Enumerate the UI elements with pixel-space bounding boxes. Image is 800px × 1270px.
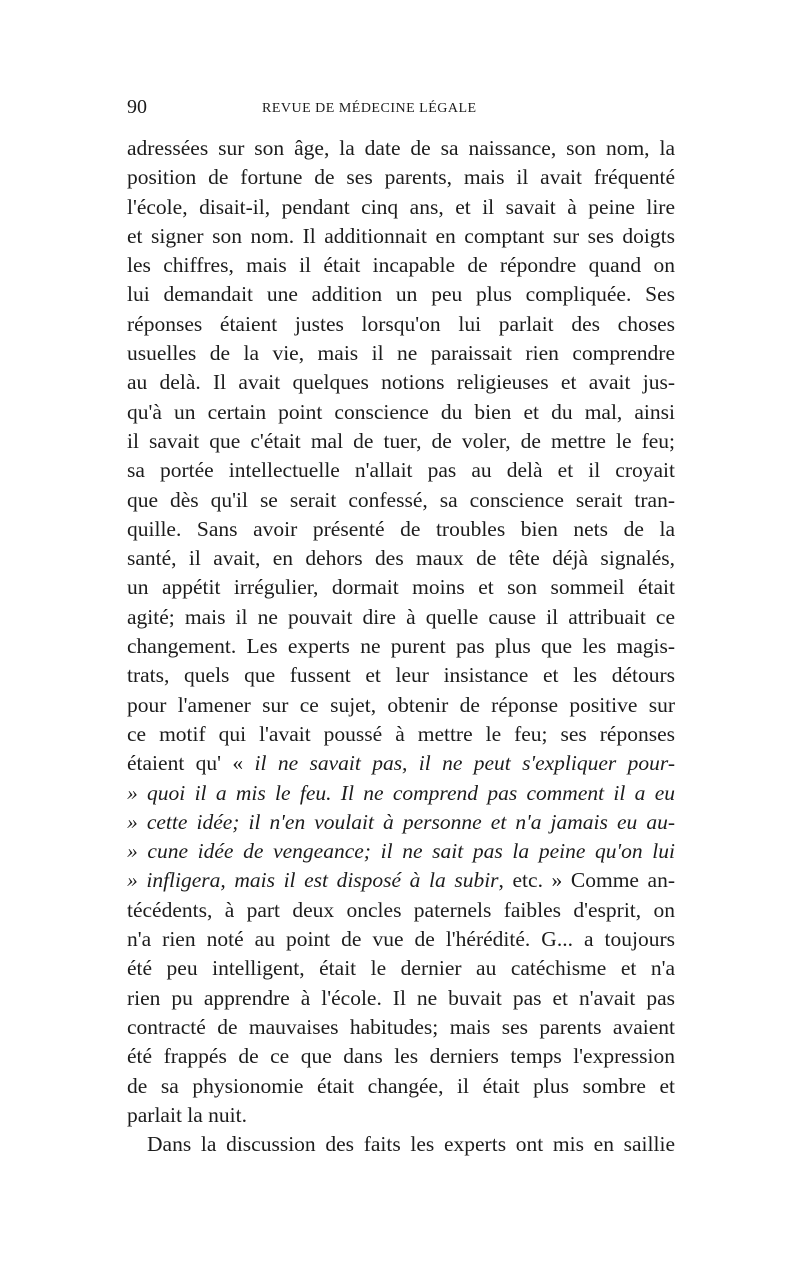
italic-quote-line: » cette idée; il n'en voulait à personne et n'a jamais eu au-: [127, 809, 675, 834]
text-line: de sa physionomie était changée, il était plus sombre et: [127, 1073, 675, 1098]
text-line: agité; mais il ne pouvait dire à quelle cause il attribuait ce: [127, 604, 675, 629]
text-run: , etc. » Comme an-: [498, 868, 676, 893]
italic-quote-run: il ne savait pas, il ne peut s'expliquer pour-: [254, 751, 675, 776]
text-line: réponses étaient justes lorsqu'on lui parlait des choses: [127, 311, 675, 336]
text-line: técédents, à part deux oncles paternels faibles d'esprit, on: [127, 897, 675, 922]
text-line: position de fortune de ses parents, mais il avait fréquenté: [127, 165, 675, 190]
text-line: ce motif qui l'avait poussé à mettre le feu; ses réponses: [127, 721, 675, 746]
text-line: été peu intelligent, était le dernier au catéchisme et n'a: [127, 956, 675, 981]
text-line: santé, il avait, en dehors des maux de tête déjà signalés,: [127, 546, 675, 571]
text-line: n'a rien noté au point de vue de l'hérédité. G... a toujours: [127, 927, 675, 952]
running-title: REVUE DE MÉDECINE LÉGALE: [262, 101, 477, 116]
body-text: [127, 134, 675, 1159]
text-line-paragraph-start: Dans la discussion des faits les experts ont mis en saillie: [147, 1132, 675, 1157]
text-line: rien pu apprendre à l'école. Il ne buvait pas et n'avait pas: [127, 985, 675, 1010]
page-number: 90: [127, 96, 147, 118]
text-line: qu'à un certain point conscience du bien et du mal, ainsi: [127, 399, 675, 424]
text-line: quille. Sans avoir présenté de troubles bien nets de la: [127, 516, 675, 541]
text-line: au delà. Il avait quelques notions religieuses et avait jus-: [127, 370, 675, 395]
text-line: les chiffres, mais il était incapable de répondre quand on: [127, 253, 675, 278]
text-line: trats, quels que fussent et leur insistance et les détours: [127, 663, 675, 688]
text-line: adressées sur son âge, la date de sa naissance, son nom, la: [127, 136, 675, 160]
text-line: que dès qu'il se serait confessé, sa conscience serait tran-: [127, 487, 675, 512]
text-line-mixed: [127, 749, 675, 778]
italic-quote-run: » infligera, mais il est disposé à la subir: [127, 868, 499, 893]
italic-quote-line: » cune idée de vengeance; il ne sait pas la peine qu'on lui: [127, 839, 675, 864]
text-line: un appétit irrégulier, dormait moins et son sommeil était: [127, 575, 675, 600]
text-line: sa portée intellectuelle n'allait pas au delà et il croyait: [127, 458, 675, 483]
italic-quote-line: » quoi il a mis le feu. Il ne comprend pas comment il a eu: [127, 780, 675, 805]
text-line: changement. Les experts ne purent pas plus que les magis-: [127, 634, 675, 659]
text-line-paragraph-end: parlait la nuit.: [127, 1102, 248, 1127]
text-line: pour l'amener sur ce sujet, obtenir de réponse positive sur: [127, 692, 675, 717]
text-line: et signer son nom. Il additionnait en comptant sur ses doigts: [127, 223, 675, 248]
running-head: [127, 96, 675, 126]
text-line: usuelles de la vie, mais il ne paraissait rien comprendre: [127, 341, 675, 366]
text-line: il savait que c'était mal de tuer, de voler, de mettre le feu;: [127, 428, 675, 453]
text-run: étaient qu' «: [127, 751, 255, 776]
text-line: l'école, disait-il, pendant cinq ans, et il savait à peine lire: [127, 194, 675, 219]
text-line: lui demandait une addition un peu plus compliquée. Ses: [127, 282, 675, 307]
text-line: été frappés de ce que dans les derniers temps l'expression: [127, 1044, 675, 1069]
text-line-mixed: [127, 866, 675, 895]
text-line: contracté de mauvaises habitudes; mais ses parents avaient: [127, 1014, 675, 1039]
